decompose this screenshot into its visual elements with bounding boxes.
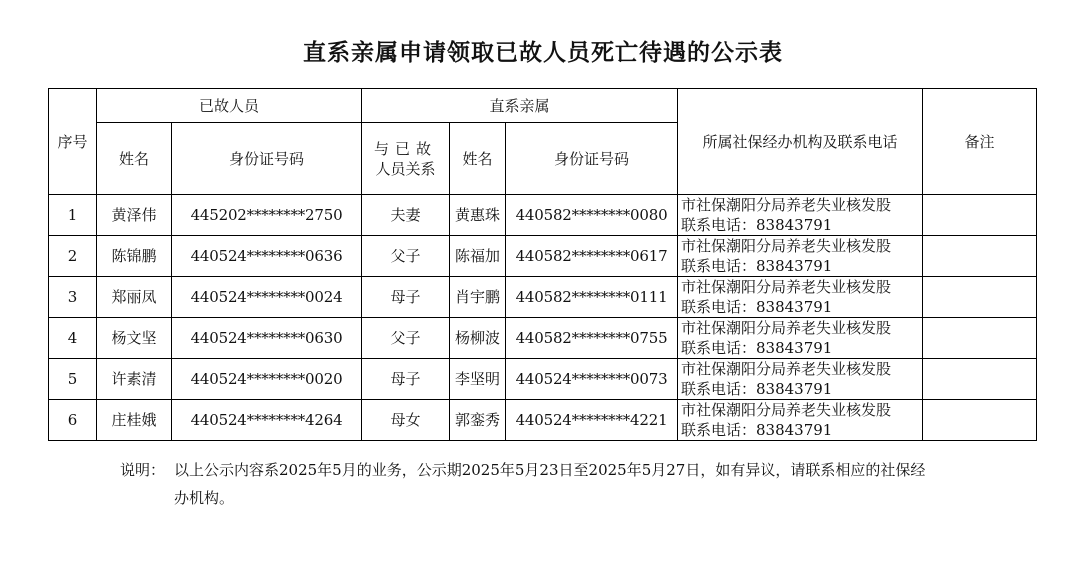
table-row: [49, 359, 1037, 400]
cell-remarks: [923, 277, 1037, 318]
agency-line-2: 联系电话：83843791: [681, 380, 833, 398]
cell-relative-name: 肖宇鹏: [450, 277, 506, 318]
agency-line-2: 联系电话：83843791: [681, 298, 833, 316]
table-row: [49, 318, 1037, 359]
cell-relative-id: 440524********4221: [506, 400, 678, 441]
cell-deceased-name: 庄桂娥: [97, 400, 172, 441]
table-row: [49, 236, 1037, 277]
cell-remarks: [923, 236, 1037, 277]
cell-deceased-name: 杨文坚: [97, 318, 172, 359]
agency-line-2: 联系电话：83843791: [681, 216, 833, 234]
table-row: [49, 277, 1037, 318]
cell-deceased-name: 陈锦鹏: [97, 236, 172, 277]
cell-relative-id: 440582********0755: [506, 318, 678, 359]
cell-deceased-id: 440524********4264: [172, 400, 362, 441]
cell-deceased-name: 许素清: [97, 359, 172, 400]
cell-relation: 母子: [362, 277, 450, 318]
cell-agency: [678, 277, 923, 318]
cell-seq: 4: [49, 318, 97, 359]
cell-seq: 2: [49, 236, 97, 277]
table-row: [49, 400, 1037, 441]
cell-deceased-id: 440524********0630: [172, 318, 362, 359]
cell-deceased-id: 440524********0020: [172, 359, 362, 400]
cell-relative-id: 440582********0111: [506, 277, 678, 318]
cell-deceased-id: 440524********0024: [172, 277, 362, 318]
agency-line-1: 市社保潮阳分局养老失业核发股: [681, 360, 892, 378]
agency-line-2: 联系电话：83843791: [681, 339, 833, 357]
cell-seq: 3: [49, 277, 97, 318]
cell-remarks: [923, 318, 1037, 359]
header-relation: [362, 123, 450, 195]
agency-line-1: 市社保潮阳分局养老失业核发股: [681, 237, 892, 255]
cell-remarks: [923, 400, 1037, 441]
cell-relative-name: 杨柳波: [450, 318, 506, 359]
cell-deceased-id: 440524********0636: [172, 236, 362, 277]
cell-relative-id: 440524********0073: [506, 359, 678, 400]
cell-remarks: [923, 195, 1037, 236]
header-relation-line1: 与已故: [373, 139, 437, 158]
cell-relative-name: 李坚明: [450, 359, 506, 400]
cell-relative-name: 郭銮秀: [450, 400, 506, 441]
cell-relation: 夫妻: [362, 195, 450, 236]
agency-line-1: 市社保潮阳分局养老失业核发股: [681, 278, 892, 296]
cell-agency: [678, 236, 923, 277]
agency-line-2: 联系电话：83843791: [681, 257, 833, 275]
agency-line-1: 市社保潮阳分局养老失业核发股: [681, 401, 892, 419]
cell-remarks: [923, 359, 1037, 400]
cell-agency: [678, 318, 923, 359]
publicity-table: [48, 88, 1037, 441]
header-deceased-id: 身份证号码: [172, 123, 362, 195]
cell-agency: [678, 400, 923, 441]
header-remarks: 备注: [923, 89, 1037, 195]
header-relative-group: 直系亲属: [362, 89, 678, 123]
cell-deceased-id: 445202********2750: [172, 195, 362, 236]
cell-relation: 母子: [362, 359, 450, 400]
header-deceased-name: 姓名: [97, 123, 172, 195]
cell-agency: [678, 195, 923, 236]
table-row: [49, 195, 1037, 236]
cell-relative-id: 440582********0080: [506, 195, 678, 236]
cell-relation: 父子: [362, 318, 450, 359]
header-relative-name: 姓名: [450, 123, 506, 195]
cell-relative-name: 黄惠珠: [450, 195, 506, 236]
note-label: 说明：: [120, 461, 166, 479]
header-relative-id: 身份证号码: [506, 123, 678, 195]
header-deceased-group: 已故人员: [97, 89, 362, 123]
cell-seq: 1: [49, 195, 97, 236]
cell-relation: 母女: [362, 400, 450, 441]
cell-relative-name: 陈福加: [450, 236, 506, 277]
agency-line-1: 市社保潮阳分局养老失业核发股: [681, 319, 892, 337]
agency-line-1: 市社保潮阳分局养老失业核发股: [681, 196, 892, 214]
cell-seq: 5: [49, 359, 97, 400]
page-title: 直系亲属申请领取已故人员死亡待遇的公示表: [303, 40, 783, 66]
header-seq: 序号: [49, 89, 97, 195]
agency-line-2: 联系电话：83843791: [681, 421, 833, 439]
cell-relative-id: 440582********0617: [506, 236, 678, 277]
cell-deceased-name: 黄泽伟: [97, 195, 172, 236]
cell-deceased-name: 郑丽凤: [97, 277, 172, 318]
cell-relation: 父子: [362, 236, 450, 277]
cell-seq: 6: [49, 400, 97, 441]
header-relation-line2: 人员关系: [375, 159, 436, 178]
note-text: 以上公示内容系2025年5月的业务，公示期2025年5月23日至2025年5月27日，如有异议，请联系相应的社保经办机构。: [174, 461, 926, 507]
header-agency: 所属社保经办机构及联系电话: [678, 89, 923, 195]
cell-agency: [678, 359, 923, 400]
